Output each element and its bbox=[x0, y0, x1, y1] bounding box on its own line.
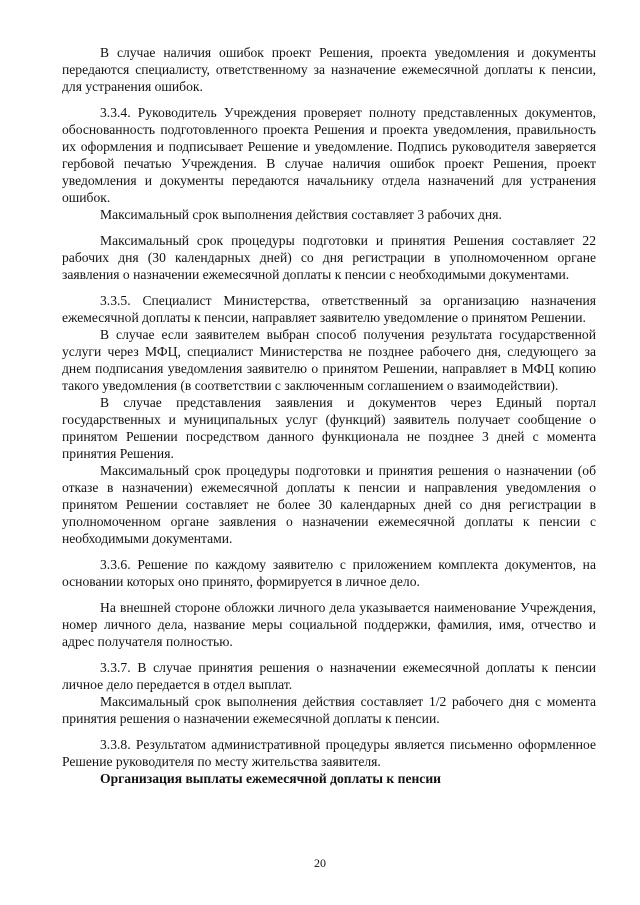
paragraph-errors-returned: В случае наличия ошибок проект Решения, проекта уведомления и документы передаются специалисту, ответственному за назначение ежемесячной доплаты к пенсии, для устранения ошибок. bbox=[62, 45, 596, 94]
paragraph-max-term-half-day: Максимальный срок выполнения действия составляет 1/2 рабочего дня с момента принятия решения о назначении ежемесячной доплаты к пенсии. bbox=[62, 694, 596, 726]
paragraph-3-3-8: 3.3.8. Результатом административной процедуры является письменно оформленное Решение руководителя по месту жительства заявителя. bbox=[62, 737, 596, 769]
paragraph-3-3-7: 3.3.7. В случае принятия решения о назначении ежемесячной доплаты к пенсии личное дело передается в отдел выплат. bbox=[62, 660, 596, 692]
paragraph-3-3-6: 3.3.6. Решение по каждому заявителю с приложением комплекта документов, на основании которых оно принято, формируется в личное дело. bbox=[62, 557, 596, 589]
document-page bbox=[62, 44, 596, 787]
paragraph-unified-portal: В случае представления заявления и документов через Единый портал государственных и муниципальных услуг (функций) заявитель получает сообщение о принятом Решении посредством данного функционала не позднее 3 дней с момента принятия Решения. bbox=[62, 395, 596, 461]
page-number: 20 bbox=[314, 856, 326, 870]
section-heading: Организация выплаты ежемесячной доплаты к пенсии bbox=[100, 771, 442, 786]
paragraph-max-term-30-days: Максимальный срок процедуры подготовки и принятия решения о назначении (об отказе в назначении) ежемесячной доплаты к пенсии и направления уведомления о принятом Решении составляет не более 30 календарных дней со дня регистрации в уполномоченном органе заявления о назначении ежемесячной доплаты к пенсии с необходимыми документами. bbox=[62, 463, 596, 546]
paragraph-3-3-5: 3.3.5. Специалист Министерства, ответственный за организацию назначения ежемесячной доплаты к пенсии, направляет заявителю уведомление о принятом Решении. bbox=[62, 293, 596, 325]
paragraph-mfc: В случае если заявителем выбран способ получения результата государственной услуги через МФЦ, специалист Министерства не позднее рабочего дня, следующего за днем подписания уведомления заявителю о принятом Решении, направляет в МФЦ копию такого уведомления (в соответствии с заключенным соглашением о взаимодействии). bbox=[62, 327, 596, 393]
paragraph-max-term-22-days: Максимальный срок процедуры подготовки и принятия Решения составляет 22 рабочих дня (30 календарных дней) со дня регистрации в уполномоченном органе заявления о назначении ежемесячной доплаты к пенсии с необходимыми документами. bbox=[62, 233, 596, 282]
paragraph-max-term-3-days: Максимальный срок выполнения действия составляет 3 рабочих дня. bbox=[100, 207, 502, 222]
paragraph-3-3-4: 3.3.4. Руководитель Учреждения проверяет полноту представленных документов, обоснованность подготовленного проекта Решения и проекта уведомления, правильность их оформления и подписывает Решение и уведомление. Подпись руководителя заверяется гербовой печатью Учреждения. В случае наличия ошибок проект Решения, проект уведомления и документы передаются начальнику отдела назначений для устранения ошибок. bbox=[62, 105, 596, 205]
paragraph-personal-file-cover: На внешней стороне обложки личного дела указывается наименование Учреждения, номер личного дела, название меры социальной поддержки, фамилия, имя, отчество и адрес получателя полностью. bbox=[62, 600, 596, 649]
